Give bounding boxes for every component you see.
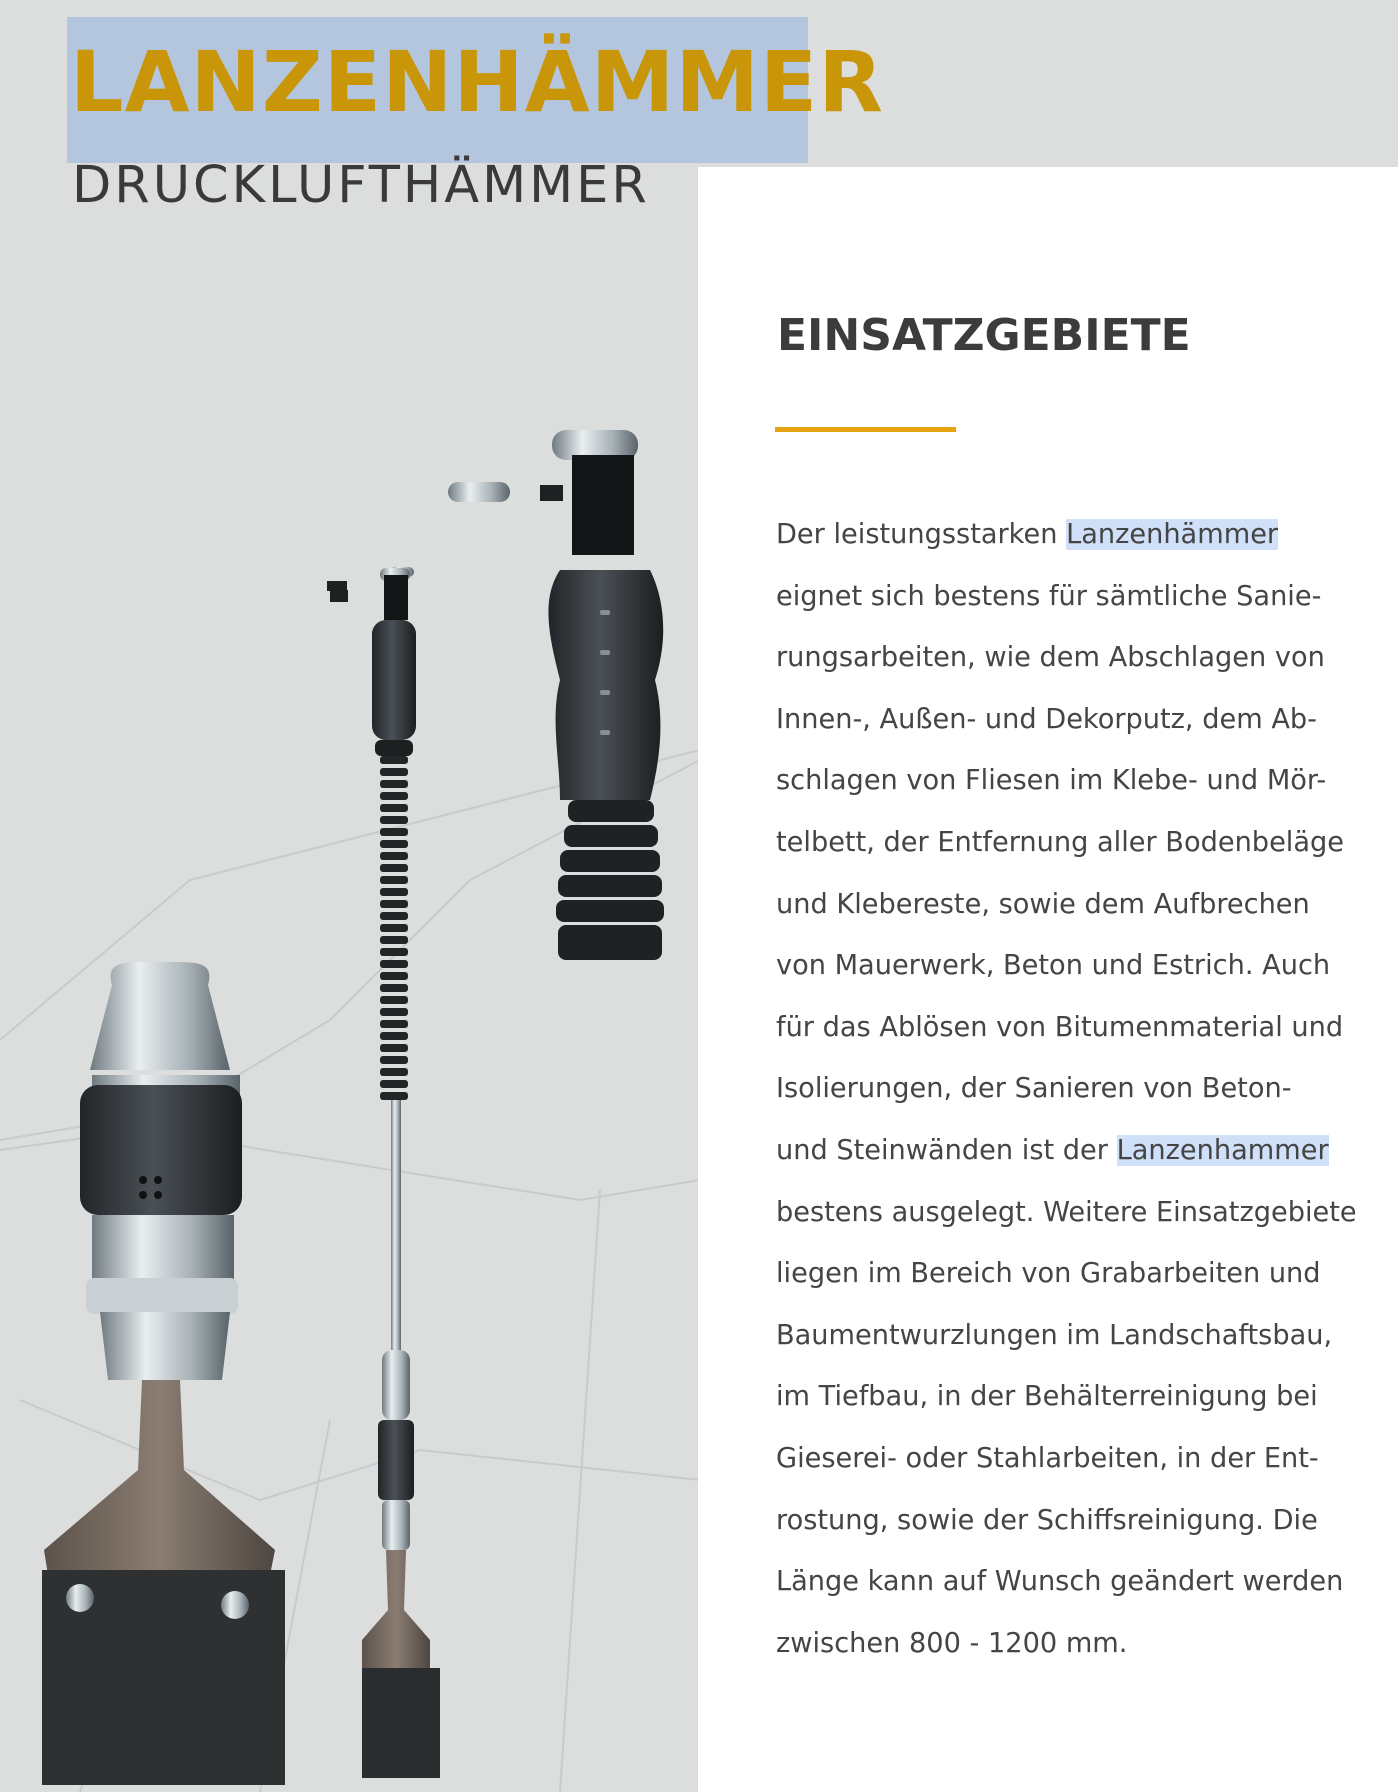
accent-divider [775, 427, 956, 432]
paragraph-line: rostung, sowie der Schiffsreinigung. Die [776, 1504, 1318, 1536]
head-closeup [42, 962, 285, 1785]
paragraph-line: Baumentwurzlungen im Landschaftsbau, [776, 1319, 1333, 1351]
paragraph-line: eignet sich bestens für sämtliche Sanie- [776, 580, 1322, 612]
handle-closeup [448, 430, 664, 960]
lance-full [327, 567, 440, 1778]
paragraph-line: rungsarbeiten, wie dem Abschlagen von [776, 642, 1325, 674]
paragraph-line: im Tiefbau, in der Behälterreinigung bei [776, 1381, 1318, 1413]
paragraph-line: Der leistungsstarken Lanzenhämmer [776, 519, 1279, 550]
paragraph-line: und Steinwänden ist der Lanzenhammer [776, 1134, 1329, 1166]
paragraph-line: Gieserei- oder Stahlarbeiten, in der Ent- [776, 1442, 1319, 1474]
paragraph-line: Innen-, Außen- und Dekorputz, dem Ab- [776, 703, 1317, 735]
section-heading: EINSATZGEBIETE [777, 310, 1191, 361]
page-title: LANZENHÄMMER [70, 33, 884, 131]
highlighted-term: Lanzenhammer [1116, 1134, 1329, 1166]
highlighted-term: Lanzenhämmer [1066, 519, 1279, 550]
paragraph-line: liegen im Bereich von Grabarbeiten und [776, 1258, 1321, 1290]
paragraph-line: telbett, der Entfernung aller Bodenbeläge [776, 826, 1344, 858]
paragraph-line: Länge kann auf Wunsch geändert werden [776, 1566, 1344, 1598]
paragraph-line: bestens ausgelegt. Weitere Einsatzgebiete [776, 1196, 1357, 1228]
paragraph-line: und Klebereste, sowie dem Aufbrechen [776, 888, 1310, 920]
paragraph-line: für das Ablösen von Bitumenmaterial und [776, 1011, 1344, 1043]
paragraph-line: Isolierungen, der Sanieren von Beton- [776, 1073, 1292, 1105]
paragraph-line: schlagen von Fliesen im Klebe- und Mör- [776, 765, 1327, 797]
product-image [0, 400, 700, 1792]
description-paragraph [776, 504, 1366, 1674]
paragraph-line: zwischen 800 - 1200 mm. [776, 1627, 1128, 1659]
page-subtitle: DRUCKLUFTHÄMMER [72, 156, 650, 215]
paragraph-line: von Mauerwerk, Beton und Estrich. Auch [776, 950, 1331, 982]
